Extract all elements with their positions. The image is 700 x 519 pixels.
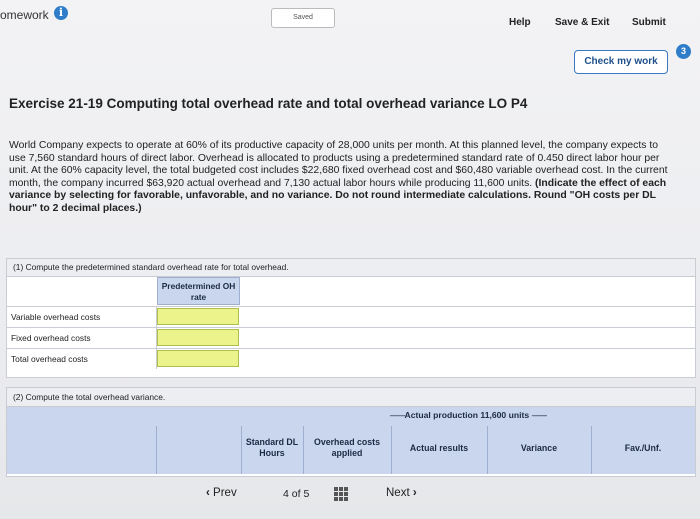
- saved-indicator: Saved: [271, 8, 335, 28]
- actual-production-label: Actual production 11,600 units: [404, 410, 530, 420]
- chevron-left-icon: ‹: [206, 487, 210, 499]
- table-row: [7, 306, 695, 328]
- submit-button[interactable]: Submit: [632, 17, 666, 28]
- part2-header: (2) Compute the total overhead variance.: [7, 388, 695, 407]
- col-variance: Variance: [520, 443, 558, 453]
- column-divider: [591, 426, 592, 474]
- page-of: of: [291, 488, 301, 500]
- column-divider: [241, 426, 242, 474]
- homework-label: omework: [0, 8, 49, 22]
- grid-icon[interactable]: [334, 487, 348, 501]
- help-button[interactable]: Help: [509, 17, 531, 28]
- col-fav-unf: Fav./Unf.: [624, 443, 662, 453]
- variable-overhead-input[interactable]: [157, 308, 239, 325]
- prev-label: Prev: [213, 487, 237, 499]
- next-button[interactable]: [386, 487, 417, 499]
- page-indicator: [283, 488, 309, 500]
- col-actual-results: Actual results: [409, 443, 469, 453]
- next-label: Next: [386, 487, 410, 499]
- check-my-work-button[interactable]: Check my work: [574, 50, 668, 74]
- top-bar: [0, 0, 700, 40]
- row-label: Total overhead costs: [7, 349, 157, 369]
- part1-panel: [6, 258, 696, 378]
- problem-text: [9, 140, 677, 216]
- column-divider: [303, 426, 304, 474]
- row-label: Variable overhead costs: [7, 307, 157, 327]
- save-exit-button[interactable]: Save & Exit: [555, 17, 610, 28]
- info-icon[interactable]: i: [54, 6, 68, 20]
- part1-header: (1) Compute the predetermined standard overhead rate for total overhead.: [7, 259, 695, 277]
- exercise-title: Exercise 21-19 Computing total overhead rate and total overhead variance LO P4: [9, 96, 528, 111]
- page-current: 4: [283, 488, 289, 500]
- predetermined-oh-rate-header: Predetermined OH rate: [157, 277, 240, 305]
- col-overhead-costs-applied: Overhead costs applied: [313, 437, 380, 458]
- actual-production-heading: [241, 410, 695, 420]
- table-row: [7, 327, 695, 349]
- column-divider: [391, 426, 392, 474]
- problem-instructions: (Indicate the effect of each variance by selecting for favorable, unfavorable, and no variance. Do not round intermediate calculations. Round "OH costs per DL hour" to 2 decimal places.): [9, 177, 667, 214]
- check-work-count-badge: 3: [676, 44, 691, 59]
- total-overhead-input[interactable]: [157, 350, 239, 367]
- problem-body: World Company expects to operate at 60% of its productive capacity of 28,000 units per month. At this planned level, the company expects to use 7,560 standard hours of direct labor. Overhead is allocated to products using a predetermined standard rate of 0.450 direct labor hour per unit. At the 60% capacity level, the total budgeted cost includes $22,680 fixed overhead cost and $60,480 variable overhead cost. In the current month, the company incurred $63,920 actual overhead and 7,130 actual labor hours while producing 11,600 units.: [9, 140, 668, 189]
- column-divider: [487, 426, 488, 474]
- fixed-overhead-input[interactable]: [157, 329, 239, 346]
- dash-left: --------: [389, 410, 405, 420]
- prev-button[interactable]: [206, 487, 237, 499]
- table-row: [7, 348, 695, 370]
- dash-right: --------: [531, 410, 547, 420]
- column-divider: [156, 426, 157, 474]
- chevron-right-icon: ›: [412, 487, 417, 499]
- row-label: Fixed overhead costs: [7, 328, 157, 348]
- part2-panel: [6, 387, 696, 477]
- page-total: 5: [303, 488, 310, 500]
- col-standard-dl-hours: Standard DL Hours: [245, 437, 299, 458]
